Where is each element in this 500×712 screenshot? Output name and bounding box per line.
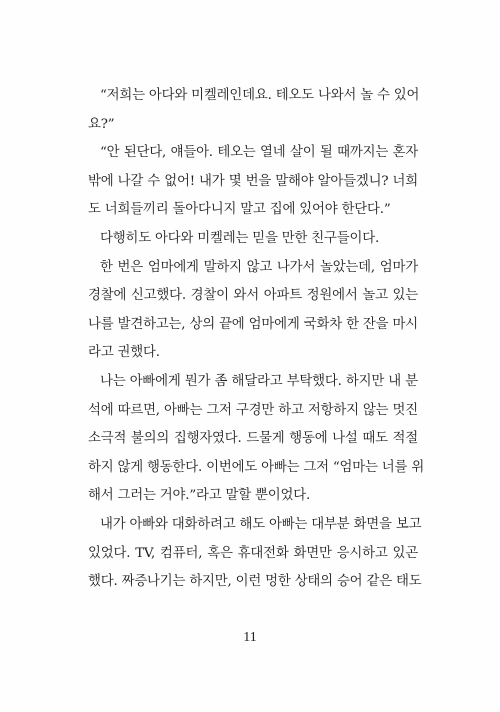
- text-line: 한 번은 엄마에게 말하지 않고 나가서 놀았는데, 엄마가: [100, 259, 418, 275]
- text-line: 석에 따르면, 아빠는 그저 구경만 하고 저항하지 않는 멋진: [88, 402, 418, 418]
- text-line: 밖에 나갈 수 없어! 내가 몇 번을 말해야 알아들겠니? 너희: [88, 173, 418, 189]
- text-line: 요?”: [88, 116, 115, 132]
- text-line: 라고 권했다.: [88, 345, 160, 361]
- body-text: [88, 82, 425, 597]
- text-line: 하지 않게 행동한다. 이번에도 아빠는 그저 “엄마는 너를 위: [88, 459, 425, 475]
- text-line: 도 너희들끼리 돌아다니지 말고 집에 있어야 한단다.”: [88, 202, 391, 218]
- text-line: “안 된단다, 얘들아. 테오는 열네 살이 될 때까지는 혼자: [100, 145, 418, 161]
- text-line: 소극적 불의의 집행자였다. 드물게 행동에 나설 때도 적절: [88, 431, 418, 447]
- text-line: 다행히도 아다와 미켈레는 믿을 만한 친구들이다.: [100, 230, 380, 246]
- text-line: 나를 발견하고는, 상의 끝에 엄마에게 국화차 한 잔을 마시: [88, 316, 418, 332]
- text-line: 나는 아빠에게 뭔가 좀 해달라고 부탁했다. 하지만 내 분: [100, 373, 418, 389]
- text-line: 했다. 짜증나기는 하지만, 이런 멍한 상태의 승어 같은 태도: [88, 574, 422, 590]
- text-line: 있었다. TV, 컴퓨터, 혹은 휴대전화 화면만 응시하고 있곤: [88, 545, 418, 561]
- text-line: 내가 아빠와 대화하려고 해도 아빠는 대부분 화면을 보고: [100, 516, 422, 532]
- page-number: 11: [243, 630, 257, 645]
- text-line: 경찰에 신고했다. 경찰이 와서 아파트 정원에서 놀고 있는: [88, 288, 418, 304]
- text-line: “저희는 아다와 미켈레인데요. 테오도 나와서 놀 수 있어: [100, 88, 420, 103]
- text-line: 해서 그러는 거야.”라고 말할 뿐이었다.: [88, 488, 311, 504]
